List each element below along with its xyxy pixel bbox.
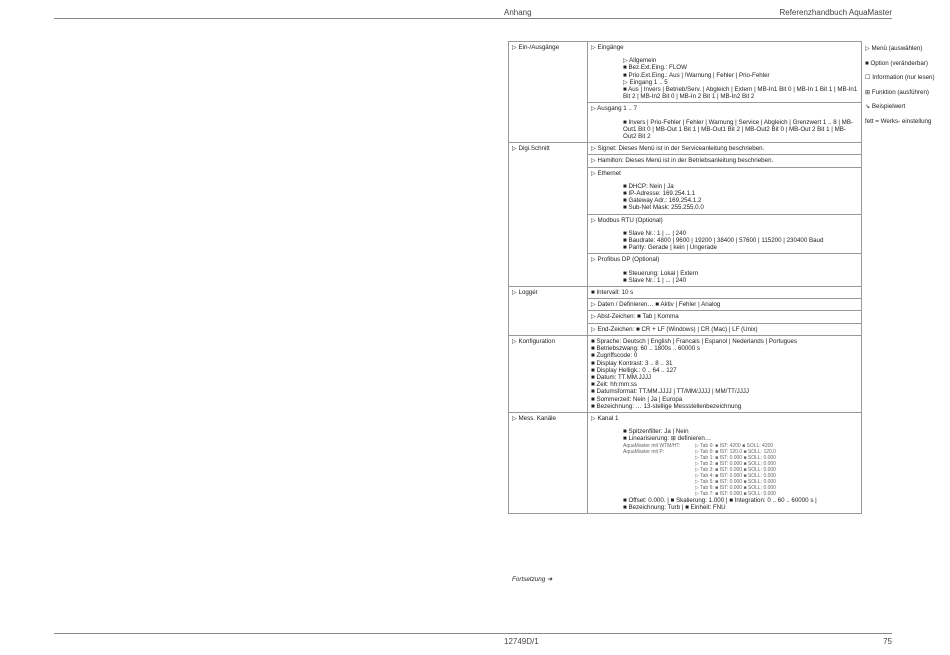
cell-kanal xyxy=(588,412,862,513)
header-section: Anhang xyxy=(504,8,532,17)
list-item: ■ Display Helligk.: 0 .. 64 .. 127 xyxy=(591,366,677,374)
cell-konfiguration xyxy=(588,335,862,412)
table-row xyxy=(509,143,862,155)
list-item: ▷ Tab 0: ■ IST: 4200 ■ SOLL: 4200 xyxy=(695,442,774,449)
table-row xyxy=(509,335,862,412)
list-item: ■ Sprache: Deutsch | English | Francais | Espanol | Nederlands | Portugues xyxy=(591,337,798,345)
legend-item: ↘ Beispielwert xyxy=(865,103,906,111)
cell-profibus xyxy=(588,254,862,287)
cell-daten: ▷ Daten / Definieren… ■ Aktiv | Fehler | Analog xyxy=(588,299,862,311)
list-item: AquaMaster mit P: xyxy=(623,448,665,455)
modbus-title: ▷ Modbus RTU (Optional) xyxy=(591,216,663,224)
table-row xyxy=(509,412,862,513)
legend-item: ☐ Information (nur lesen) xyxy=(865,74,935,82)
list-item: ▷ Tab 5: ■ IST: 0.000 ■ SOLL: 0.000 xyxy=(695,478,776,485)
list-item: ■ Spitzenfilter: Ja | Nein xyxy=(623,428,689,436)
footer-rule xyxy=(54,633,892,634)
list-item: ▷ Tab 7: ■ IST: 0.000 ■ SOLL: 0.000 xyxy=(695,490,776,497)
eingaenge-title: ▷ Eingänge xyxy=(591,44,624,51)
page-number: 75 xyxy=(883,637,892,646)
list-item: ▷ Tab 6: ■ IST: 0.000 ■ SOLL: 0.000 xyxy=(695,484,776,491)
tab-values xyxy=(695,443,776,497)
list-item: ■ Offset: 0.000. | ■ Skalierung: 1.000 | ■ Integration: 0 .. 60 .. 60000 s | xyxy=(623,496,817,504)
legend-item: ⊞ Funktion (ausführen) xyxy=(865,88,929,96)
profibus-list xyxy=(591,270,858,284)
list-item: ■ Sub-Net Mask: 255.255.0.0 xyxy=(623,204,704,212)
document-code: 12749D/1 xyxy=(504,637,539,646)
list-item: ▷ Tab 4: ■ IST: 0.000 ■ SOLL: 0.000 xyxy=(695,472,776,479)
table-row xyxy=(509,287,862,299)
category-logger: ▷ Logger xyxy=(509,287,588,336)
cell-hamilton: ▷ Hamilton: Dieses Menü ist in der Betriebsanleitung beschrieben. xyxy=(588,155,862,167)
legend-item: ■ Option (veränderbar) xyxy=(865,59,928,67)
category-digi-schnitt: ▷ Digi.Schnitt xyxy=(509,143,588,287)
list-item: ▷ Tab 2: ■ IST: 0.000 ■ SOLL: 0.000 xyxy=(695,460,776,467)
list-item: ■ Betriebszwang: 60 .. 1800s .. 60000 s xyxy=(591,345,700,353)
table-row xyxy=(509,42,862,103)
list-item: ■ Zugriffscode: 0 xyxy=(591,352,638,360)
list-item: ■ Bezeichnung: Turb | ■ Einheit: FNU xyxy=(623,503,726,511)
kanal-footer xyxy=(591,497,858,511)
continuation-note: Fortsetzung ➔ xyxy=(512,576,553,583)
modbus-list xyxy=(591,230,858,252)
list-item: ■ Slave Nr.: 1 | ... | 240 xyxy=(623,276,687,284)
category-mess-kanaele: ▷ Mess. Kanäle xyxy=(509,412,588,513)
cell-eingaenge xyxy=(588,42,862,103)
list-item: ■ Baudrate: 4800 | 9600 | 19200 | 38400 | 57600 | 115200 | 230400 Baud xyxy=(623,237,824,245)
list-item: ▷ Tab 0: ■ IST: 120.0 ■ SOLL: 120.0 xyxy=(695,448,776,455)
profibus-title: ▷ Profibus DP (Optional) xyxy=(591,256,660,264)
legend-item: ▷ Menü (auswählen) xyxy=(865,45,923,52)
symbol-legend xyxy=(865,45,935,133)
cell-intervall: ■ Intervall: 10 s xyxy=(588,287,862,299)
list-item: ■ Invers | Prio-Fehler | Fehler | Warnung | Service | Abgleich | Grenzwert 1 .. 8 | MB-Out1 Bit 0 | MB-Out 1 Bit 1 | MB-Out1 Bit 2 | MB-Out2 Bit 0 | MB-Out 2 Bit 1 | MB-Out2 Bit 2 xyxy=(623,118,854,141)
ethernet-title: ▷ Ethernet xyxy=(591,169,621,177)
kanal-list xyxy=(591,428,858,442)
header-rule xyxy=(54,18,892,19)
list-item: ■ Prio.Ext.Eing.: Aus | !Warnung | Fehler | Prio-Fehler xyxy=(623,71,770,79)
cell-abst-zeichen: ▷ Abst-Zeichen: ■ Tab | Komma xyxy=(588,311,862,323)
list-item: ■ Aus | Invers | Betrieb/Serv. | Abgleich | Extern | MB-In1 Bit 0 | MB-In 1 Bit 1 | MB-In1 Bit 2 | MB-In2 Bit 0 | MB-In 2 Bit 1 | MB-In2 Bit 2 xyxy=(623,86,858,101)
list-item: ■ Zeit: hh:mm:ss xyxy=(591,381,638,389)
list-item: ■ Slave Nr.: 1 | ... | 240 xyxy=(623,229,687,237)
list-item: ■ Sommerzeit: Nein | Ja | Europa xyxy=(591,395,683,403)
list-item: ■ Steuerung: Lokal | Extern xyxy=(623,269,699,277)
category-ein-ausgaenge: ▷ Ein-/Ausgänge xyxy=(509,42,588,143)
list-item: ■ Datumsformat: TT.MM.JJJJ | TT/MM/JJJJ | MM/TT/JJJJ xyxy=(591,388,749,396)
kanal-title: ▷ Kanal 1 xyxy=(591,414,619,422)
list-item: ▷ Tab 3: ■ IST: 0.000 ■ SOLL: 0.000 xyxy=(695,466,776,473)
list-item: ■ Gateway Adr.: 169.254.1.2 xyxy=(623,197,702,205)
list-item: ▷ Tab 1: ■ IST: 0.000 ■ SOLL: 0.000 xyxy=(695,454,776,461)
linearisierung-table xyxy=(591,443,858,497)
cell-ausgang xyxy=(588,103,862,143)
list-item: ■ Linearisierung: ⊞ definieren… xyxy=(623,435,712,443)
legend-item: fett = Werks- einstellung xyxy=(865,117,932,125)
list-item: ■ Datum: TT.MM.JJJJ xyxy=(591,373,652,381)
tab-model-labels xyxy=(623,443,695,497)
cell-end-zeichen: ▷ End-Zeichen: ■ CR + LF (Windows) | CR (Mac) | LF (Unix) xyxy=(588,323,862,335)
menu-structure-table xyxy=(508,41,862,514)
ausgang-title: ▷ Ausgang 1 .. 7 xyxy=(591,105,638,113)
ethernet-list xyxy=(591,183,858,212)
list-item: ▷ Allgemein xyxy=(623,57,657,65)
list-item: ■ Parity: Gerade | kein | Ungerade xyxy=(623,244,717,252)
list-item: ■ Bez.Ext.Eing.: FLOW xyxy=(623,64,687,72)
eingaenge-list xyxy=(591,57,858,86)
list-item: AquaMaster mit WTM/HT: xyxy=(623,442,681,449)
list-item: ▷ Eingang 1 .. 5 xyxy=(623,78,668,86)
cell-signet: ▷ Signet: Dieses Menü ist in der Serviceanleitung beschrieben. xyxy=(588,143,862,155)
list-item: ■ IP-Adresse: 169.254.1.1 xyxy=(623,190,696,198)
list-item: ■ Display Kontrast: 3 .. 8 .. 31 xyxy=(591,359,673,367)
category-konfiguration: ▷ Konfiguration xyxy=(509,335,588,412)
cell-ethernet xyxy=(588,167,862,214)
list-item: ■ Bezeichnung: … 13-stellige Messstellenbezeichnung xyxy=(591,402,742,410)
header-title: Referenzhandbuch AquaMaster xyxy=(779,8,892,17)
list-item: ■ DHCP: Nein | Ja xyxy=(623,182,674,190)
cell-modbus xyxy=(588,214,862,254)
